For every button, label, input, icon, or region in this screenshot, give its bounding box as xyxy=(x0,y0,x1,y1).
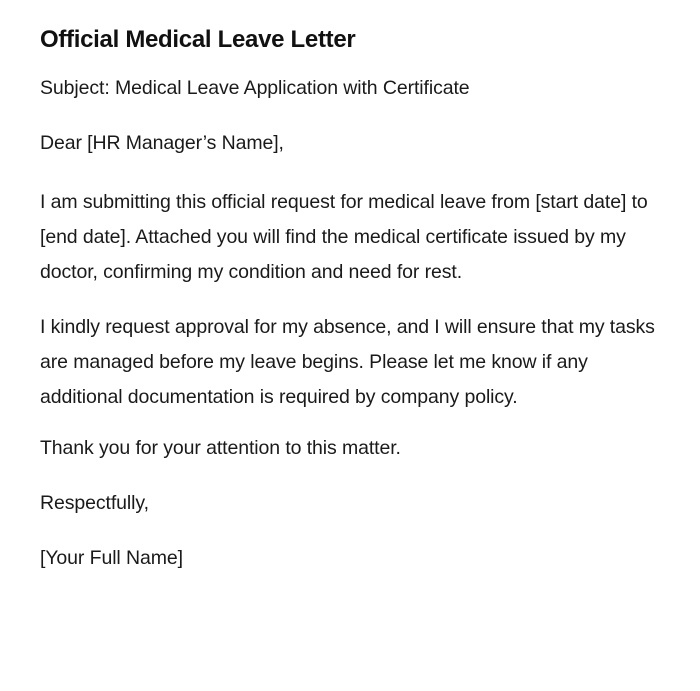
letter-title: Official Medical Leave Letter xyxy=(40,26,356,53)
thanks-line: Thank you for your attention to this matter. xyxy=(40,437,401,459)
body-paragraph-request: I am submitting this official request for medical leave from [start date] to [end date]. Attached you will find the medical certificate issued by my doctor, confirming my condition and need for rest. xyxy=(40,191,648,283)
signature: [Your Full Name] xyxy=(40,547,183,569)
salutation: Dear [HR Manager’s Name], xyxy=(40,132,284,154)
subject-line: Subject: Medical Leave Application with Certificate xyxy=(40,77,470,99)
body-paragraph-approval: I kindly request approval for my absence, and I will ensure that my tasks are managed before my leave begins. Please let me know if any additional documentation is required by company policy. xyxy=(40,316,655,408)
closing: Respectfully, xyxy=(40,492,149,514)
